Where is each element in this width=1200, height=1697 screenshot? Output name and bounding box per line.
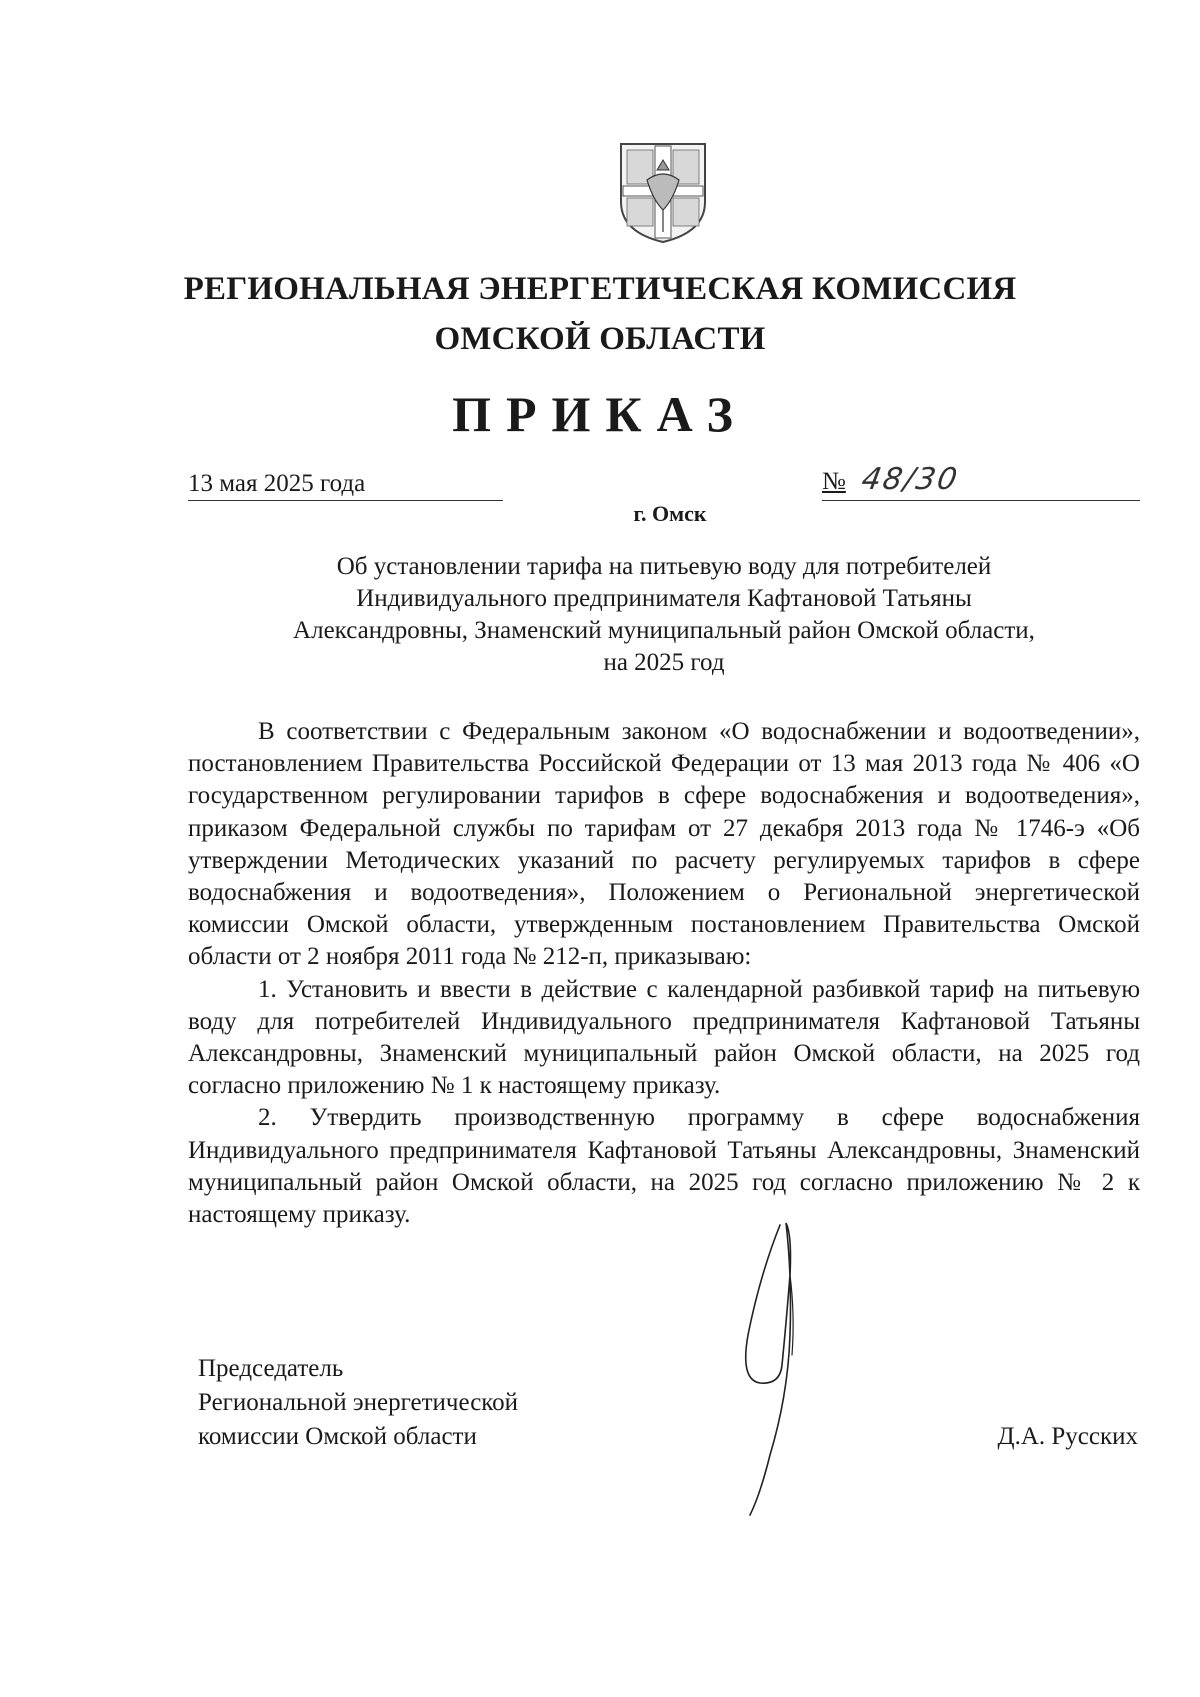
city-name: г. Омск xyxy=(633,501,707,526)
order-body xyxy=(188,716,1140,1231)
order-number-handwritten: 48/30 xyxy=(858,462,962,497)
subject-line: Александровны, Знаменский муниципальный район Омской области, xyxy=(293,617,1035,644)
clause-2-paragraph: 2. Утвердить производственную программу в сфере водоснабжения Индивидуального предпринимателя Кафтановой Татьяны Александровны, Знаменский муниципальный район Омской области, на 2025 год согласно приложению № 2 к настоящему приказу. xyxy=(188,1104,1140,1229)
signer-title xyxy=(198,1352,518,1454)
signer-title-line: Региональной энергетической xyxy=(198,1389,519,1416)
order-number-block xyxy=(822,462,1140,501)
clause-1-paragraph: 1. Установить и ввести в действие с календарной разбивкой тариф на питьевую воду для потребителей Индивидуального предпринимателя Кафтановой Татьяны Александровны, Знаменский муниципальный район Омской области, на 2025 год согласно приложению № 1 к настоящему приказу. xyxy=(188,975,1140,1100)
subject-line: Индивидуального предпринимателя Кафтановой Татьяны xyxy=(356,585,972,612)
subject-line: Об установлении тарифа на питьевую воду для потребителей xyxy=(336,553,992,580)
signer-title-line: Председатель xyxy=(198,1355,344,1382)
org-name-line2: ОМСКОЙ ОБЛАСТИ xyxy=(434,321,766,357)
signer-title-line: комиссии Омской области xyxy=(198,1423,477,1450)
order-date: 13 мая 2025 года xyxy=(188,468,503,501)
subject-line: на 2025 год xyxy=(603,649,725,676)
order-subject xyxy=(188,551,1140,679)
preamble-paragraph: В соответствии с Федеральным законом «О водоснабжении и водоотведении», постановлением Правительства Российской Федерации от 13 мая 2013 года № 406 «О государственном регулировании тарифов в сфере водоснабжения и водоотведения», приказом Федеральной службы по тарифам от 27 декабря 2013 года № 1746-э «Об утверждении Методических указаний по расчету регулируемых тарифов в сфере водоснабжения и водоотведения», Положением о Региональной энергетической комиссии Омской области, утвержденным постановлением Правительства Омской области от 2 ноября 2011 года № 212-п, приказываю: xyxy=(188,718,1140,971)
signer-name: Д.А. Русских xyxy=(997,1423,1138,1450)
number-sign-label: № xyxy=(822,468,846,495)
org-name-line1: РЕГИОНАЛЬНАЯ ЭНЕРГЕТИЧЕСКАЯ КОМИССИЯ xyxy=(183,271,1017,307)
organization-name xyxy=(150,264,1050,364)
handwritten-signature xyxy=(720,1215,870,1525)
coat-of-arms-emblem xyxy=(617,140,709,246)
document-type-title: ПРИКАЗ xyxy=(452,386,748,442)
